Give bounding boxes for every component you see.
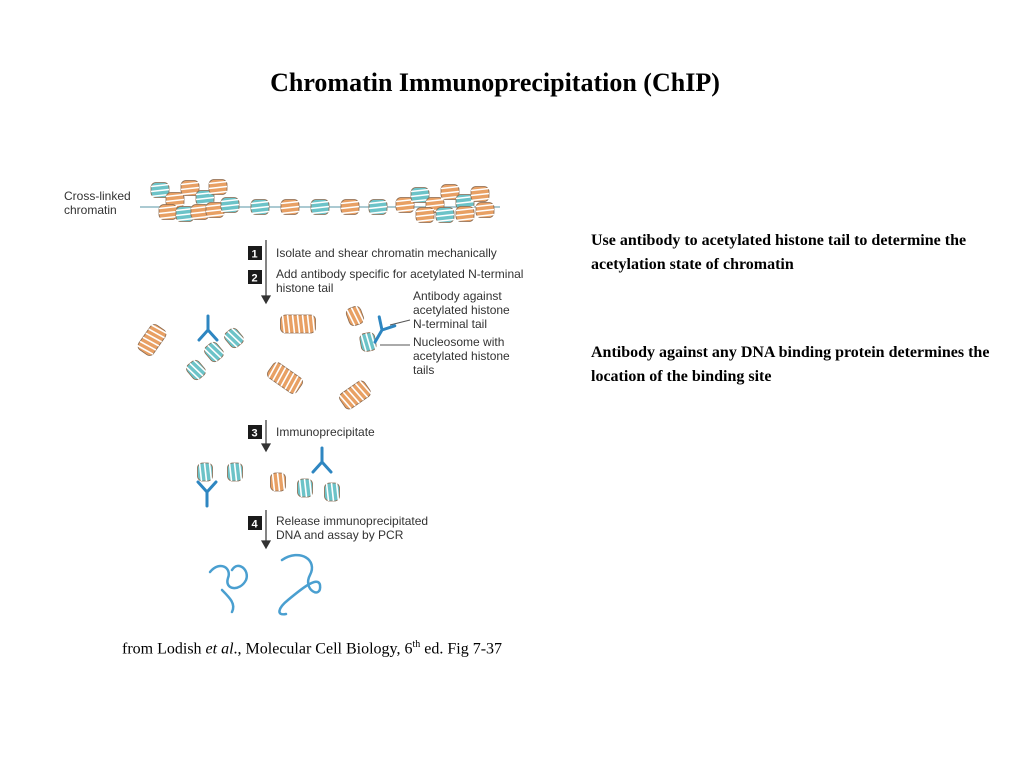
- slide-title: Chromatin Immunoprecipitation (ChIP): [270, 68, 720, 97]
- process-arrows: [262, 240, 270, 548]
- step-4-number: 4: [251, 518, 258, 531]
- fragment-nucleosome: [266, 361, 305, 396]
- antibody-icon: [198, 482, 216, 506]
- step-2-text-line1: Add antibody specific for acetylated N-terminal: [276, 267, 524, 281]
- step-4-text-line1: Release immunoprecipitated: [276, 514, 429, 528]
- nucleosome: [456, 207, 474, 222]
- legend-nucleosome-line1: Nucleosome with: [413, 335, 505, 349]
- step-2-text-line2: histone tail: [276, 281, 334, 295]
- ip-nucleosome: [298, 479, 313, 497]
- nucleosome: [416, 208, 434, 223]
- step-1: [248, 246, 497, 261]
- ip-nucleosome: [198, 463, 213, 481]
- nucleosome: [471, 187, 489, 202]
- step-1-number: 1: [251, 248, 258, 261]
- antibody-icon: [313, 448, 331, 472]
- nucleosome: [281, 200, 299, 215]
- ip-nucleosome: [271, 473, 286, 491]
- nucleosome: [221, 198, 239, 213]
- nucleosome: [311, 200, 329, 215]
- step-3: [248, 425, 375, 440]
- note-binding-site: Antibody against any DNA binding protein determines the location of the binding site: [591, 344, 990, 385]
- cross-linked-label-line2: chromatin: [64, 203, 117, 217]
- fragment-nucleosome: [281, 315, 316, 333]
- nucleosome: [209, 180, 227, 195]
- legend-nucleosome-line3: tails: [413, 363, 435, 377]
- legend: [380, 289, 510, 377]
- nucleosome: [476, 203, 494, 218]
- citation-sup: th: [412, 639, 421, 650]
- fragment-nucleosome: [136, 323, 168, 358]
- fragment-nucleosome: [184, 358, 207, 381]
- legend-antibody-line1: Antibody against: [413, 289, 502, 303]
- citation-prefix: from Lodish: [122, 640, 206, 658]
- nucleosome: [251, 200, 269, 215]
- step-1-text: Isolate and shear chromatin mechanically: [276, 246, 497, 260]
- step-3-text: Immunoprecipitate: [276, 425, 375, 439]
- legend-antibody-line3: N-terminal tail: [413, 317, 488, 331]
- antibody-icon: [199, 316, 217, 340]
- sheared-fragments: [136, 305, 377, 501]
- step-4-text-line2: DNA and assay by PCR: [276, 528, 404, 542]
- citation-suffix: ed. Fig 7-37: [420, 640, 503, 658]
- citation-italic: et al: [205, 640, 234, 658]
- dna-strand-1: [210, 566, 247, 588]
- fragment-nucleosome: [202, 340, 225, 363]
- step-3-number: 3: [251, 427, 258, 440]
- cross-linked-chromatin: [140, 180, 500, 223]
- nucleosome: [341, 200, 359, 215]
- legend-nucleosome-line2: acetylated histone: [413, 349, 510, 363]
- nucleosome: [436, 208, 454, 223]
- nucleosome: [159, 205, 177, 220]
- cross-linked-label-line1: Cross-linked: [64, 189, 131, 203]
- ip-nucleosome: [325, 483, 340, 501]
- citation: [122, 639, 722, 658]
- released-dna: [210, 555, 320, 614]
- step-2-number: 2: [251, 272, 258, 285]
- fragment-nucleosome: [345, 305, 365, 327]
- ip-nucleosome: [228, 463, 243, 481]
- dna-strand-1b: [222, 590, 233, 612]
- dna-strand-2: [279, 555, 320, 614]
- legend-antibody-line2: acetylated histone: [413, 303, 510, 317]
- note-acetylation: Use antibody to acetylated histone tail to determine the acetylation state of chromatin: [591, 232, 967, 273]
- fragment-nucleosome: [222, 326, 245, 349]
- nucleosome: [369, 200, 387, 215]
- fragment-nucleosome: [338, 379, 373, 411]
- step-4: [248, 514, 428, 542]
- citation-middle: ., Molecular Cell Biology, 6: [233, 640, 413, 658]
